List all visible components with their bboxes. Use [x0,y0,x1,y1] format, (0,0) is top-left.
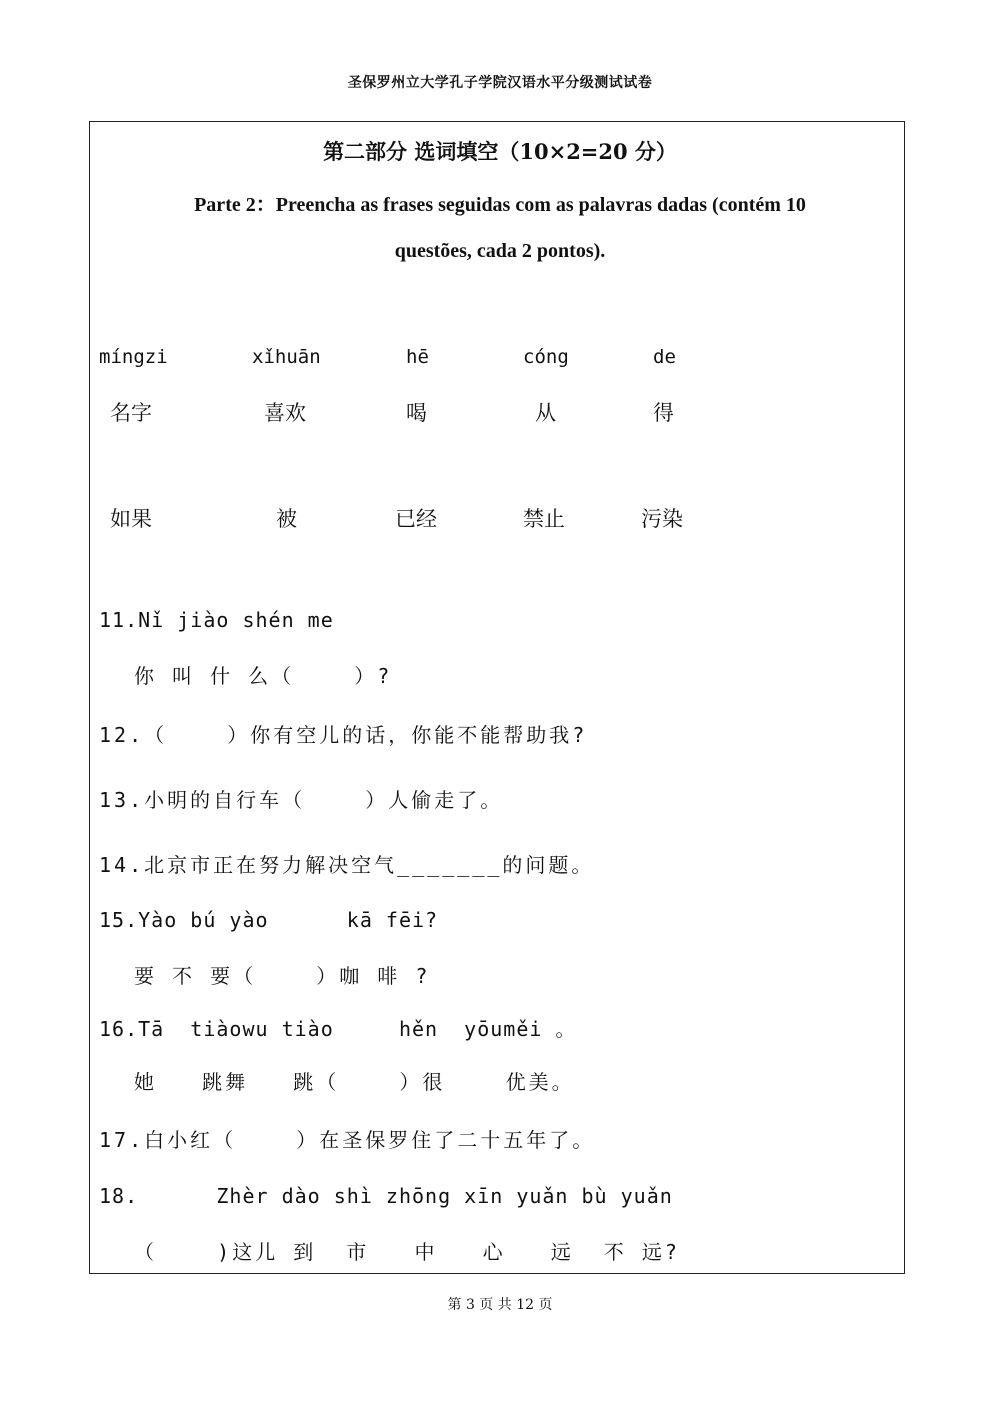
word-bank-hanzi-7: 被 [276,507,297,531]
word-bank-pinyin-4: cóng [523,346,569,368]
word-bank-pinyin-2: xǐhuān [252,346,321,368]
word-bank-hanzi-8: 已经 [395,507,437,531]
word-bank-hanzi-10: 污染 [641,507,683,531]
content-frame [89,121,905,1274]
question-17-text: 17.白小红（ ）在圣保罗住了二十五年了。 [99,1128,596,1152]
question-15-pinyin: 15.Yào bú yào kā fēi? [99,908,439,932]
instruction-line-2: questões, cada 2 pontos). [394,240,606,262]
page-header: 圣保罗州立大学孔子学院汉语水平分级测试试卷 [347,75,653,91]
word-bank-hanzi-2: 喜欢 [264,401,306,425]
question-18-text: （ )这儿 到 市 中 心 远 不 远? [134,1240,680,1264]
question-16-text: 她 跳舞 跳（ ）很 优美。 [134,1070,575,1094]
question-11-pinyin: 11.Nǐ jiào shén me [99,608,334,632]
word-bank-pinyin-5: de [653,346,676,368]
question-14-text: 14.北京市正在努力解决空气_______的问题。 [99,853,595,877]
word-bank-hanzi-3: 喝 [406,401,427,425]
question-16-pinyin: 16.Tā tiàowu tiào hěn yōuměi 。 [99,1017,577,1041]
page-footer: 第 3 页 共 12 页 [447,1297,553,1313]
question-12-text: 12.（ ）你有空儿的话，你能不能帮助我? [99,723,588,747]
question-11-text: 你 叫 什 么（ ）? [134,664,393,688]
word-bank-hanzi-4: 从 [535,401,556,425]
question-18-pinyin: 18. Zhèr dào shì zhōng xīn yuǎn bù yuǎn [99,1184,673,1208]
instruction-line-1: Parte 2：Preencha as frases seguidas com as palavras dadas (contém 10 [194,194,806,216]
word-bank-hanzi-5: 得 [653,401,674,425]
question-13-text: 13.小明的自行车（ ）人偷走了。 [99,788,504,812]
word-bank-hanzi-6: 如果 [110,507,152,531]
question-15-text: 要 不 要（ ）咖 啡 ? [134,964,431,988]
word-bank-pinyin-1: míngzi [99,346,168,368]
section-title: 第二部分 选词填空（10×2=20 分） [323,139,677,164]
word-bank-hanzi-9: 禁止 [523,507,565,531]
word-bank-pinyin-3: hē [406,346,429,368]
word-bank-hanzi-1: 名字 [110,401,152,425]
